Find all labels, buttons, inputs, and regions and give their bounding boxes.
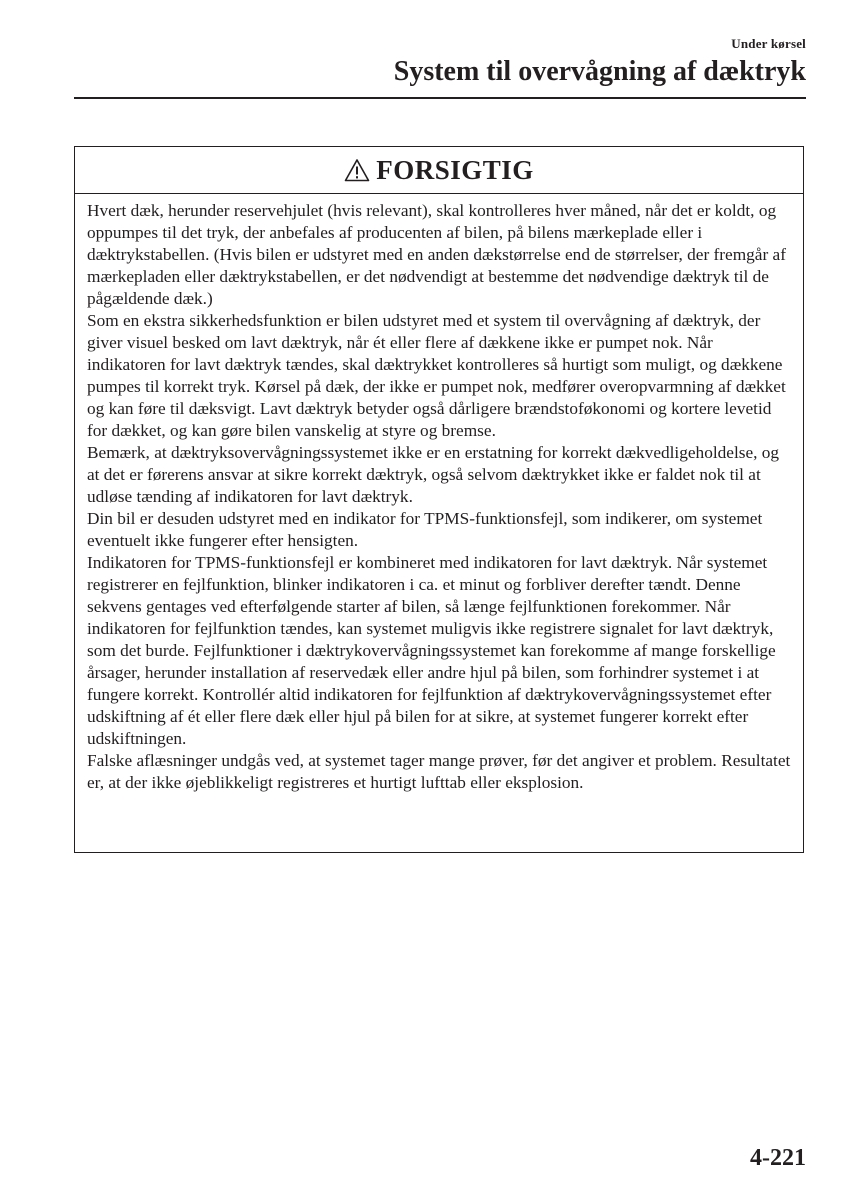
caution-box xyxy=(74,146,804,853)
caution-paragraph: Indikatoren for TPMS-funktionsfejl er kombineret med indikatoren for lavt dæktryk. Når systemet registrerer en fejlfunktion, blinker indikatoren i ca. et minut og forbliver derefter tændt. Denne sekvens gentages ved efterfølgende starter af bilen, så længe fejlfunktionen forekommer. Når indikatoren for fejlfunktion tændes, kan systemet muligvis ikke registrere signalet for lavt dæktryk, som det burde. Fejlfunktioner i dæktrykovervågningssystemet kan forekomme af mange forskellige årsager, herunder installation af reservedæk eller andre hjul på bilen, som forhindrer systemet i at fungere korrekt. Kontrollér altid indikatoren for fejlfunktion af dæktrykovervågningssystemet efter udskiftning af ét eller flere dæk eller hjul på bilen for at sikre, at systemet fungerer korrekt efter udskiftningen. xyxy=(87,553,776,748)
page-title: System til overvågning af dæktryk xyxy=(393,56,806,87)
caution-paragraph: Falske aflæsninger undgås ved, at systemet tager mange prøver, før det angiver et problem. Resultatet er, at der ikke øjeblikkeligt registreres et hurtigt lufttab eller eksplosion. xyxy=(87,751,791,792)
title-divider xyxy=(74,97,806,99)
warning-triangle-icon xyxy=(344,158,370,182)
caution-paragraph: Som en ekstra sikkerhedsfunktion er bilen udstyret med et system til overvågning af dæktryk, der giver visuel besked om lavt dæktryk, når ét eller flere af dækkene ikke er pumpet nok. Når indikatoren for lavt dæktryk tændes, skal dæktrykket kontrolleres så hurtigt som muligt, og dækkene pumpes til korrekt tryk. Kørsel på dæk, der ikke er pumpet nok, medfører overopvarmning af dækket og kan føre til dæksvigt. Lavt dæktryk betyder også dårligere brændstoføkonomi og kortere levetid for dækket, og kan gøre bilen vanskelig at styre og bremse. xyxy=(87,311,786,440)
caution-title: FORSIGTIG xyxy=(376,154,534,185)
caution-body xyxy=(75,194,803,794)
page-number: 4-221 xyxy=(750,1145,806,1171)
caution-paragraph: Din bil er desuden udstyret med en indikator for TPMS-funktionsfejl, som indikerer, om systemet eventuelt ikke fungerer efter hensigten. xyxy=(87,509,763,550)
section-label: Under kørsel xyxy=(731,36,806,51)
caution-header xyxy=(75,147,803,194)
caution-paragraph: Bemærk, at dæktryksovervågningssystemet ikke er en erstatning for korrekt dækvedligeholdelse, og at det er førerens ansvar at sikre korrekt dæktryk, også selvom dæktrykket ikke er faldet nok til at udløse tænding af indikatoren for lavt dæktryk. xyxy=(87,443,780,506)
caution-paragraph: Hvert dæk, herunder reservehjulet (hvis relevant), skal kontrolleres hver måned, når det er koldt, og oppumpes til det tryk, der anbefales af producenten af bilen, på bilens mærkeplade eller i dæktrykstabellen. (Hvis bilen er udstyret med en anden dækstørrelse end de størrelser, der fremgår af mærkepladen eller dæktrykstabellen, er det nødvendigt at bestemme det nødvendige dæktryk til de pågældende dæk.) xyxy=(87,201,786,308)
